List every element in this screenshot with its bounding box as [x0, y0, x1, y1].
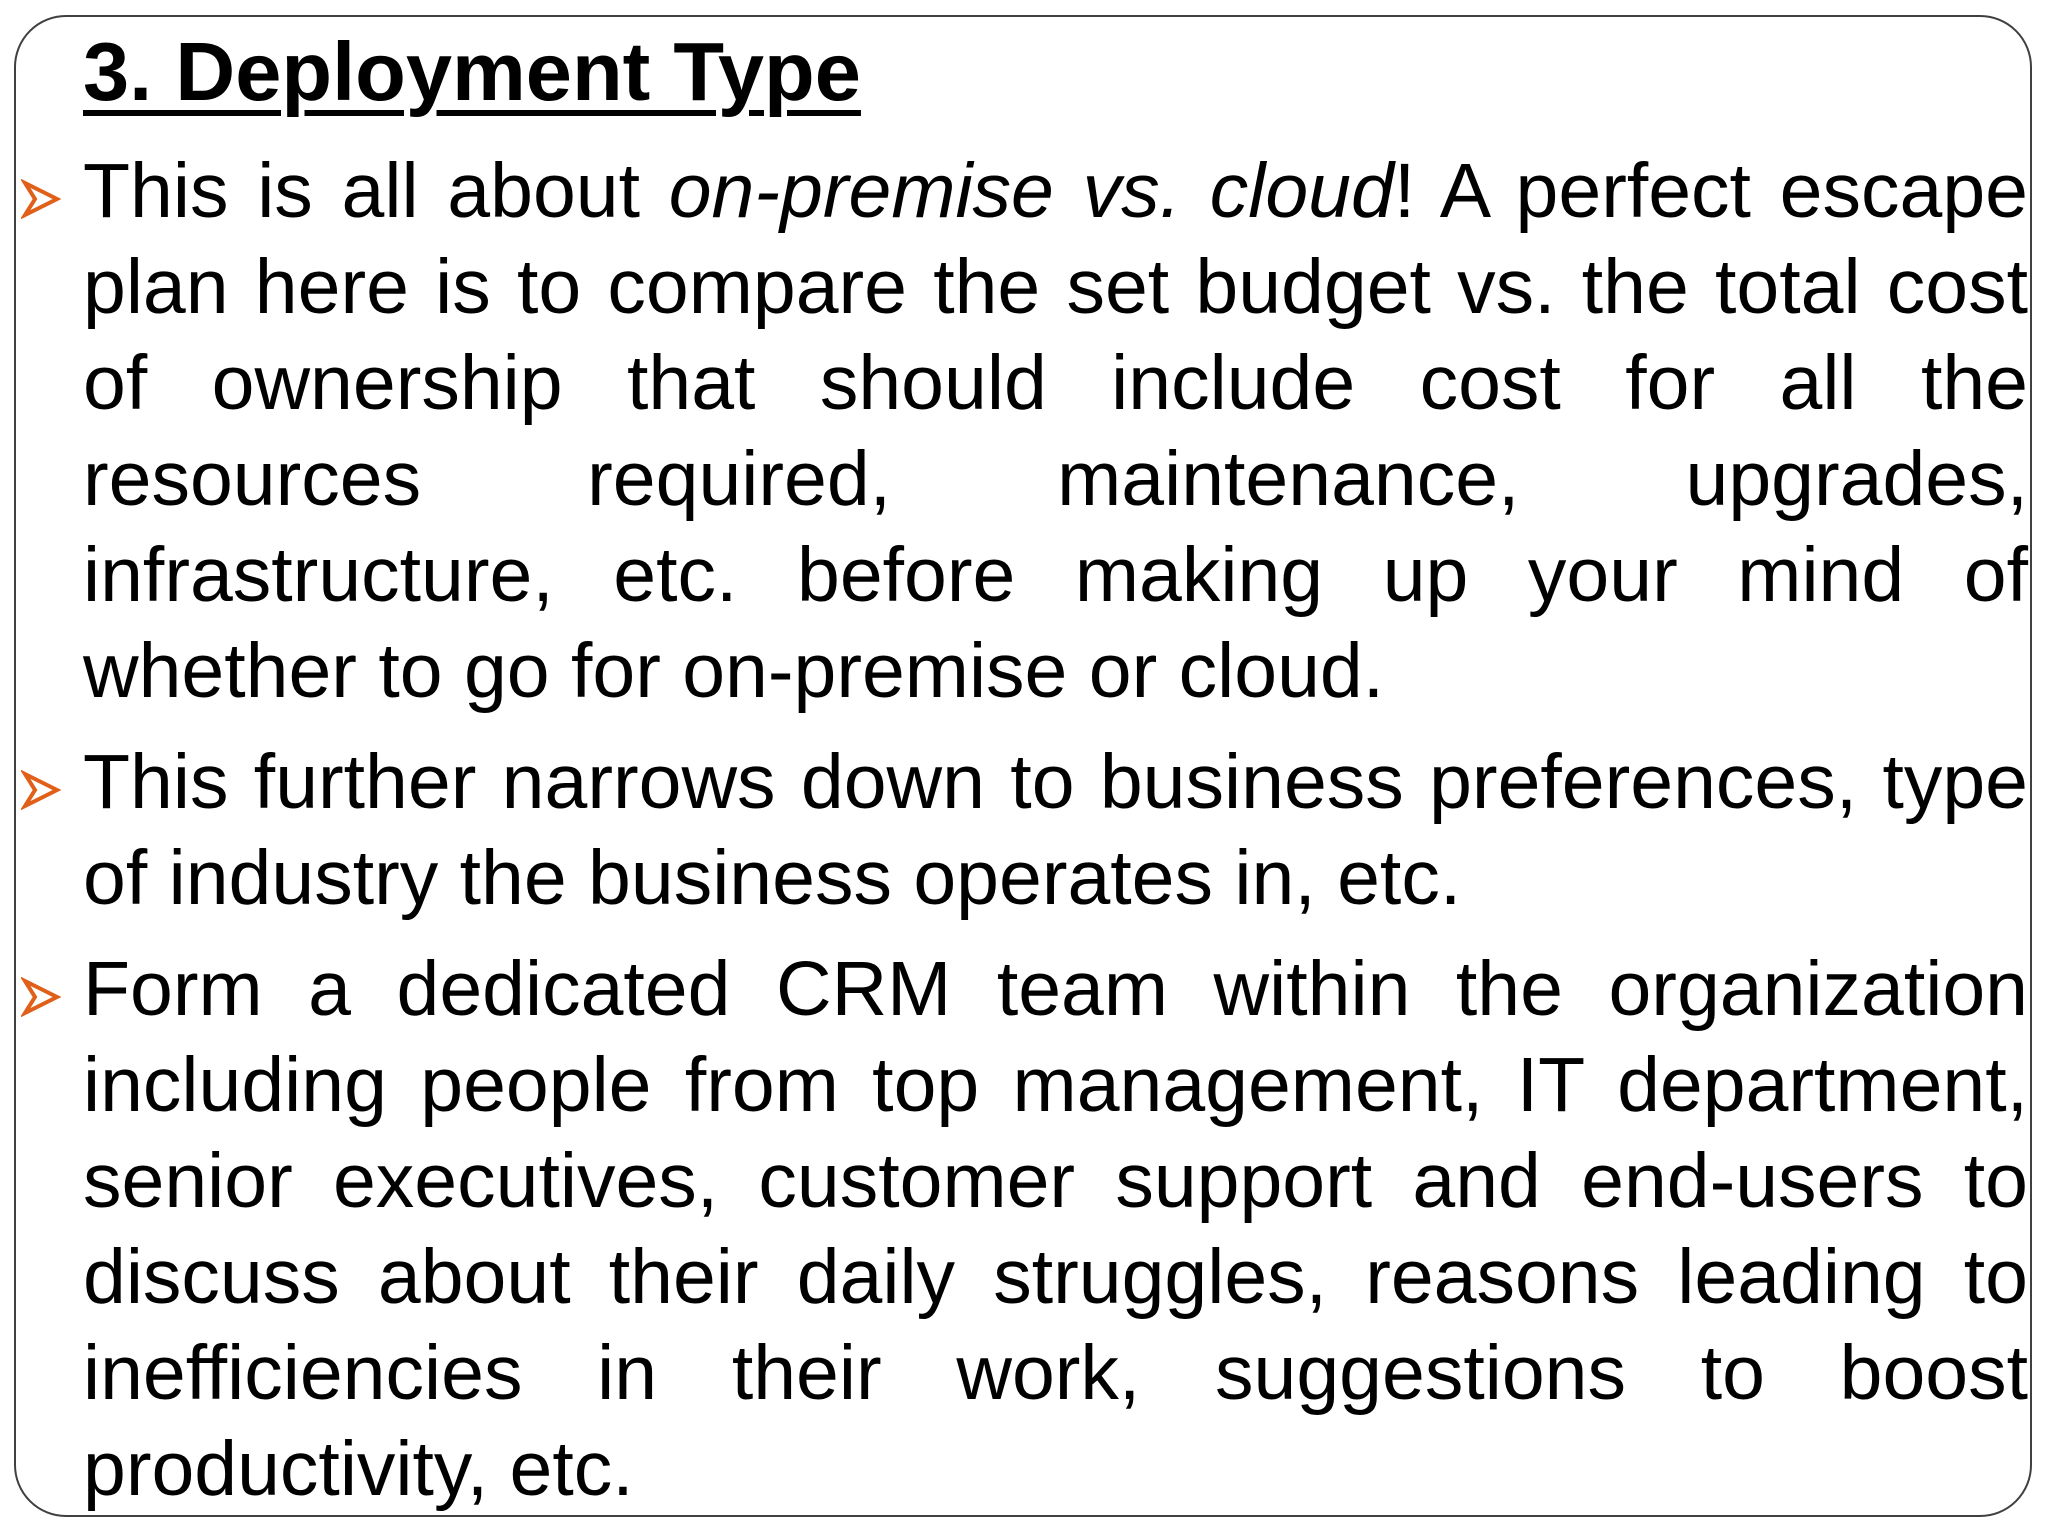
bullet-text: This further narrows down to business preferences, type of industry the business operates in, etc. — [83, 739, 2028, 921]
bullet-item — [83, 734, 2028, 926]
bullet-text: Form a dedicated CRM team within the organization including people from top management, IT department, senior executives, customer support and end-users to discuss about their daily struggles, reasons leading to inefficiencies in their work, suggestions to boost productivity, etc. — [83, 946, 2028, 1512]
bullet-item — [83, 941, 2028, 1517]
bullet-list — [83, 143, 2028, 1532]
bullet-emphasis: on-premise vs. cloud — [668, 148, 1394, 234]
slide-title: 3. Deployment Type — [83, 25, 861, 118]
bullet-item — [83, 143, 2028, 719]
bullet-text: This is all about on-premise vs. cloud! A perfect escape plan here is to compare the set budget vs. the total cost of ownership that should include cost for all the resources required, maintenance, upgrades, infrastructure, etc. before making up your mind of whether to go for on-premise or cloud. — [83, 148, 2028, 714]
